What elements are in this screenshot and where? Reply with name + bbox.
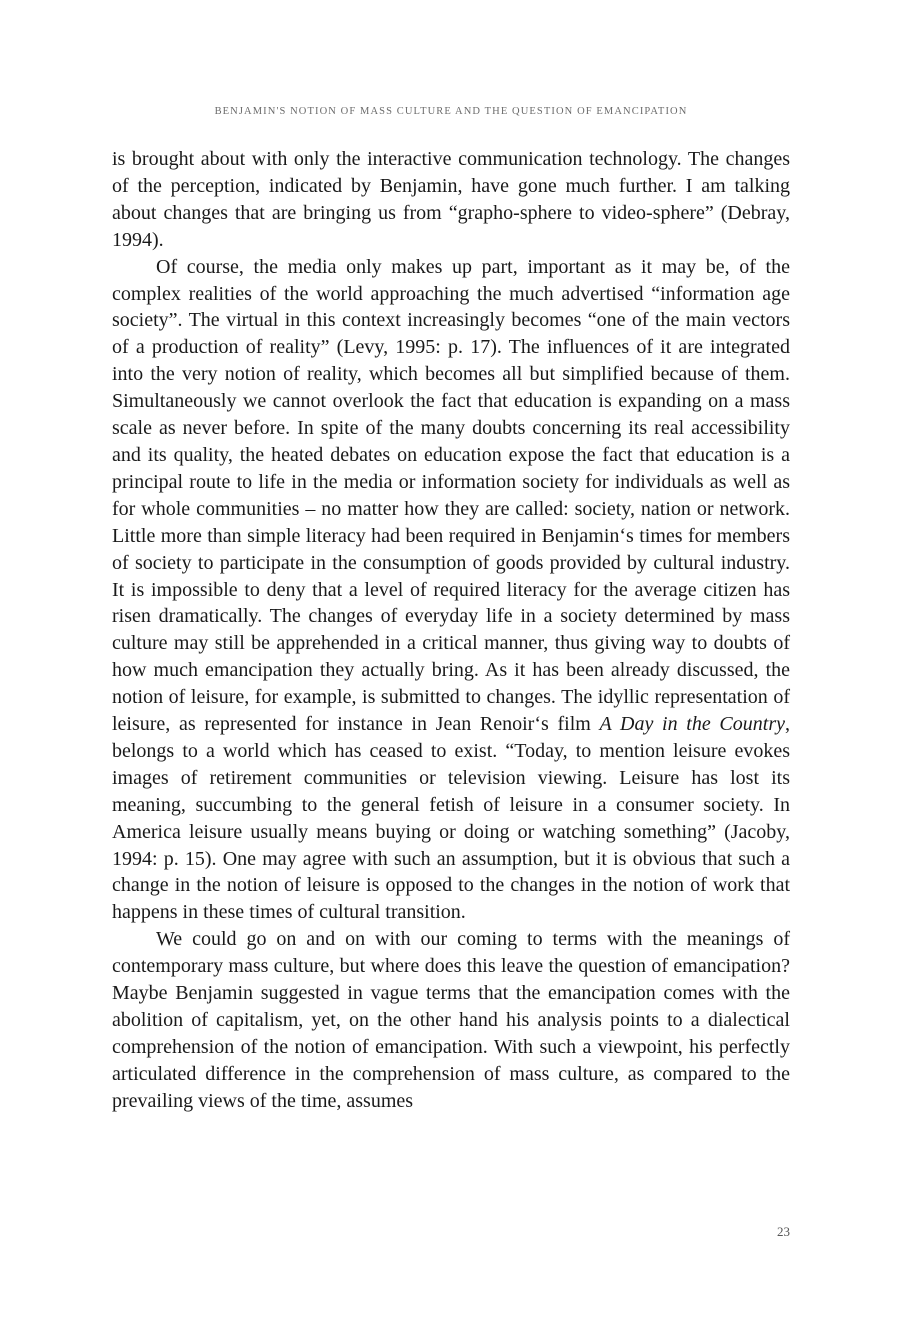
paragraph-emancipation — [112, 926, 790, 1114]
body-text — [112, 146, 790, 1115]
paragraph-text: , belongs to a world which has ceased to exist. “Today, to mention leisure evokes images of retirement communities or television viewing. Leisure has lost its meaning, succumbing to the general fetish of leisure in a consumer society. In America leisure usually means buying or doing or watching something” (Jacoby, 1994: p. 15). One may agree with such an assumption, but it is obvious that such a change in the notion of leisure is opposed to the changes in the notion of work that happens in these times of cultural transition. — [112, 713, 790, 924]
paragraph-text: We could go on and on with our coming to terms with the meanings of contemporary mass culture, but where does this leave the question of emancipation? Maybe Benjamin suggested in vague terms that the emancipation comes with the abolition of capitalism, yet, on the other hand his analysis points to a dialectical comprehension of the notion of emancipation. With such a viewpoint, his perfectly articulated difference in the comprehension of mass culture, as compared to the prevailing views of the time, assumes — [112, 928, 790, 1112]
page-number: 23 — [777, 1224, 790, 1239]
paragraph-continuation — [112, 146, 790, 254]
paragraph-media-and-education — [112, 254, 790, 927]
paragraph-text: is brought about with only the interactive communication technology. The changes of the perception, indicated by Benjamin, have gone much further. I am talking about changes that are bringing us from “grapho-sphere to video-sphere” (Debray, 1994). — [112, 148, 790, 251]
running-head: BENJAMIN'S NOTION OF MASS CULTURE AND THE QUESTION OF EMANCIPATION — [214, 106, 688, 117]
paragraph-text: Of course, the media only makes up part, important as it may be, of the complex realities of the world approaching the much advertised “information age society”. The virtual in this context increasingly becomes “one of the main vectors of a production of reality” (Levy, 1995: p. 17). The influences of it are integrated into the very notion of reality, which becomes all but simplified because of them. Simultaneously we cannot overlook the fact that education is expanding on a mass scale as never before. In spite of the many doubts concerning its real accessibility and its quality, the heated debates on education expose the fact that education is a principal route to life in the media or information society for individuals as well as for whole communities – no matter how they are called: society, nation or network. Little more than simple literacy had been required in Benjamin‘s times for members of society to participate in the consumption of goods provided by cultural industry. It is impossible to deny that a level of required literacy for the average citizen has risen dramatically. The changes of everyday life in a society determined by mass culture may still be apprehended in a critical manner, thus giving way to doubts of how much emancipation they actually bring. As it has been already discussed, the notion of leisure, for example, is submitted to changes. The idyllic representation of leisure, as represented for instance in Jean Renoir‘s film — [112, 255, 790, 736]
film-title: A Day in the Country — [599, 713, 785, 736]
